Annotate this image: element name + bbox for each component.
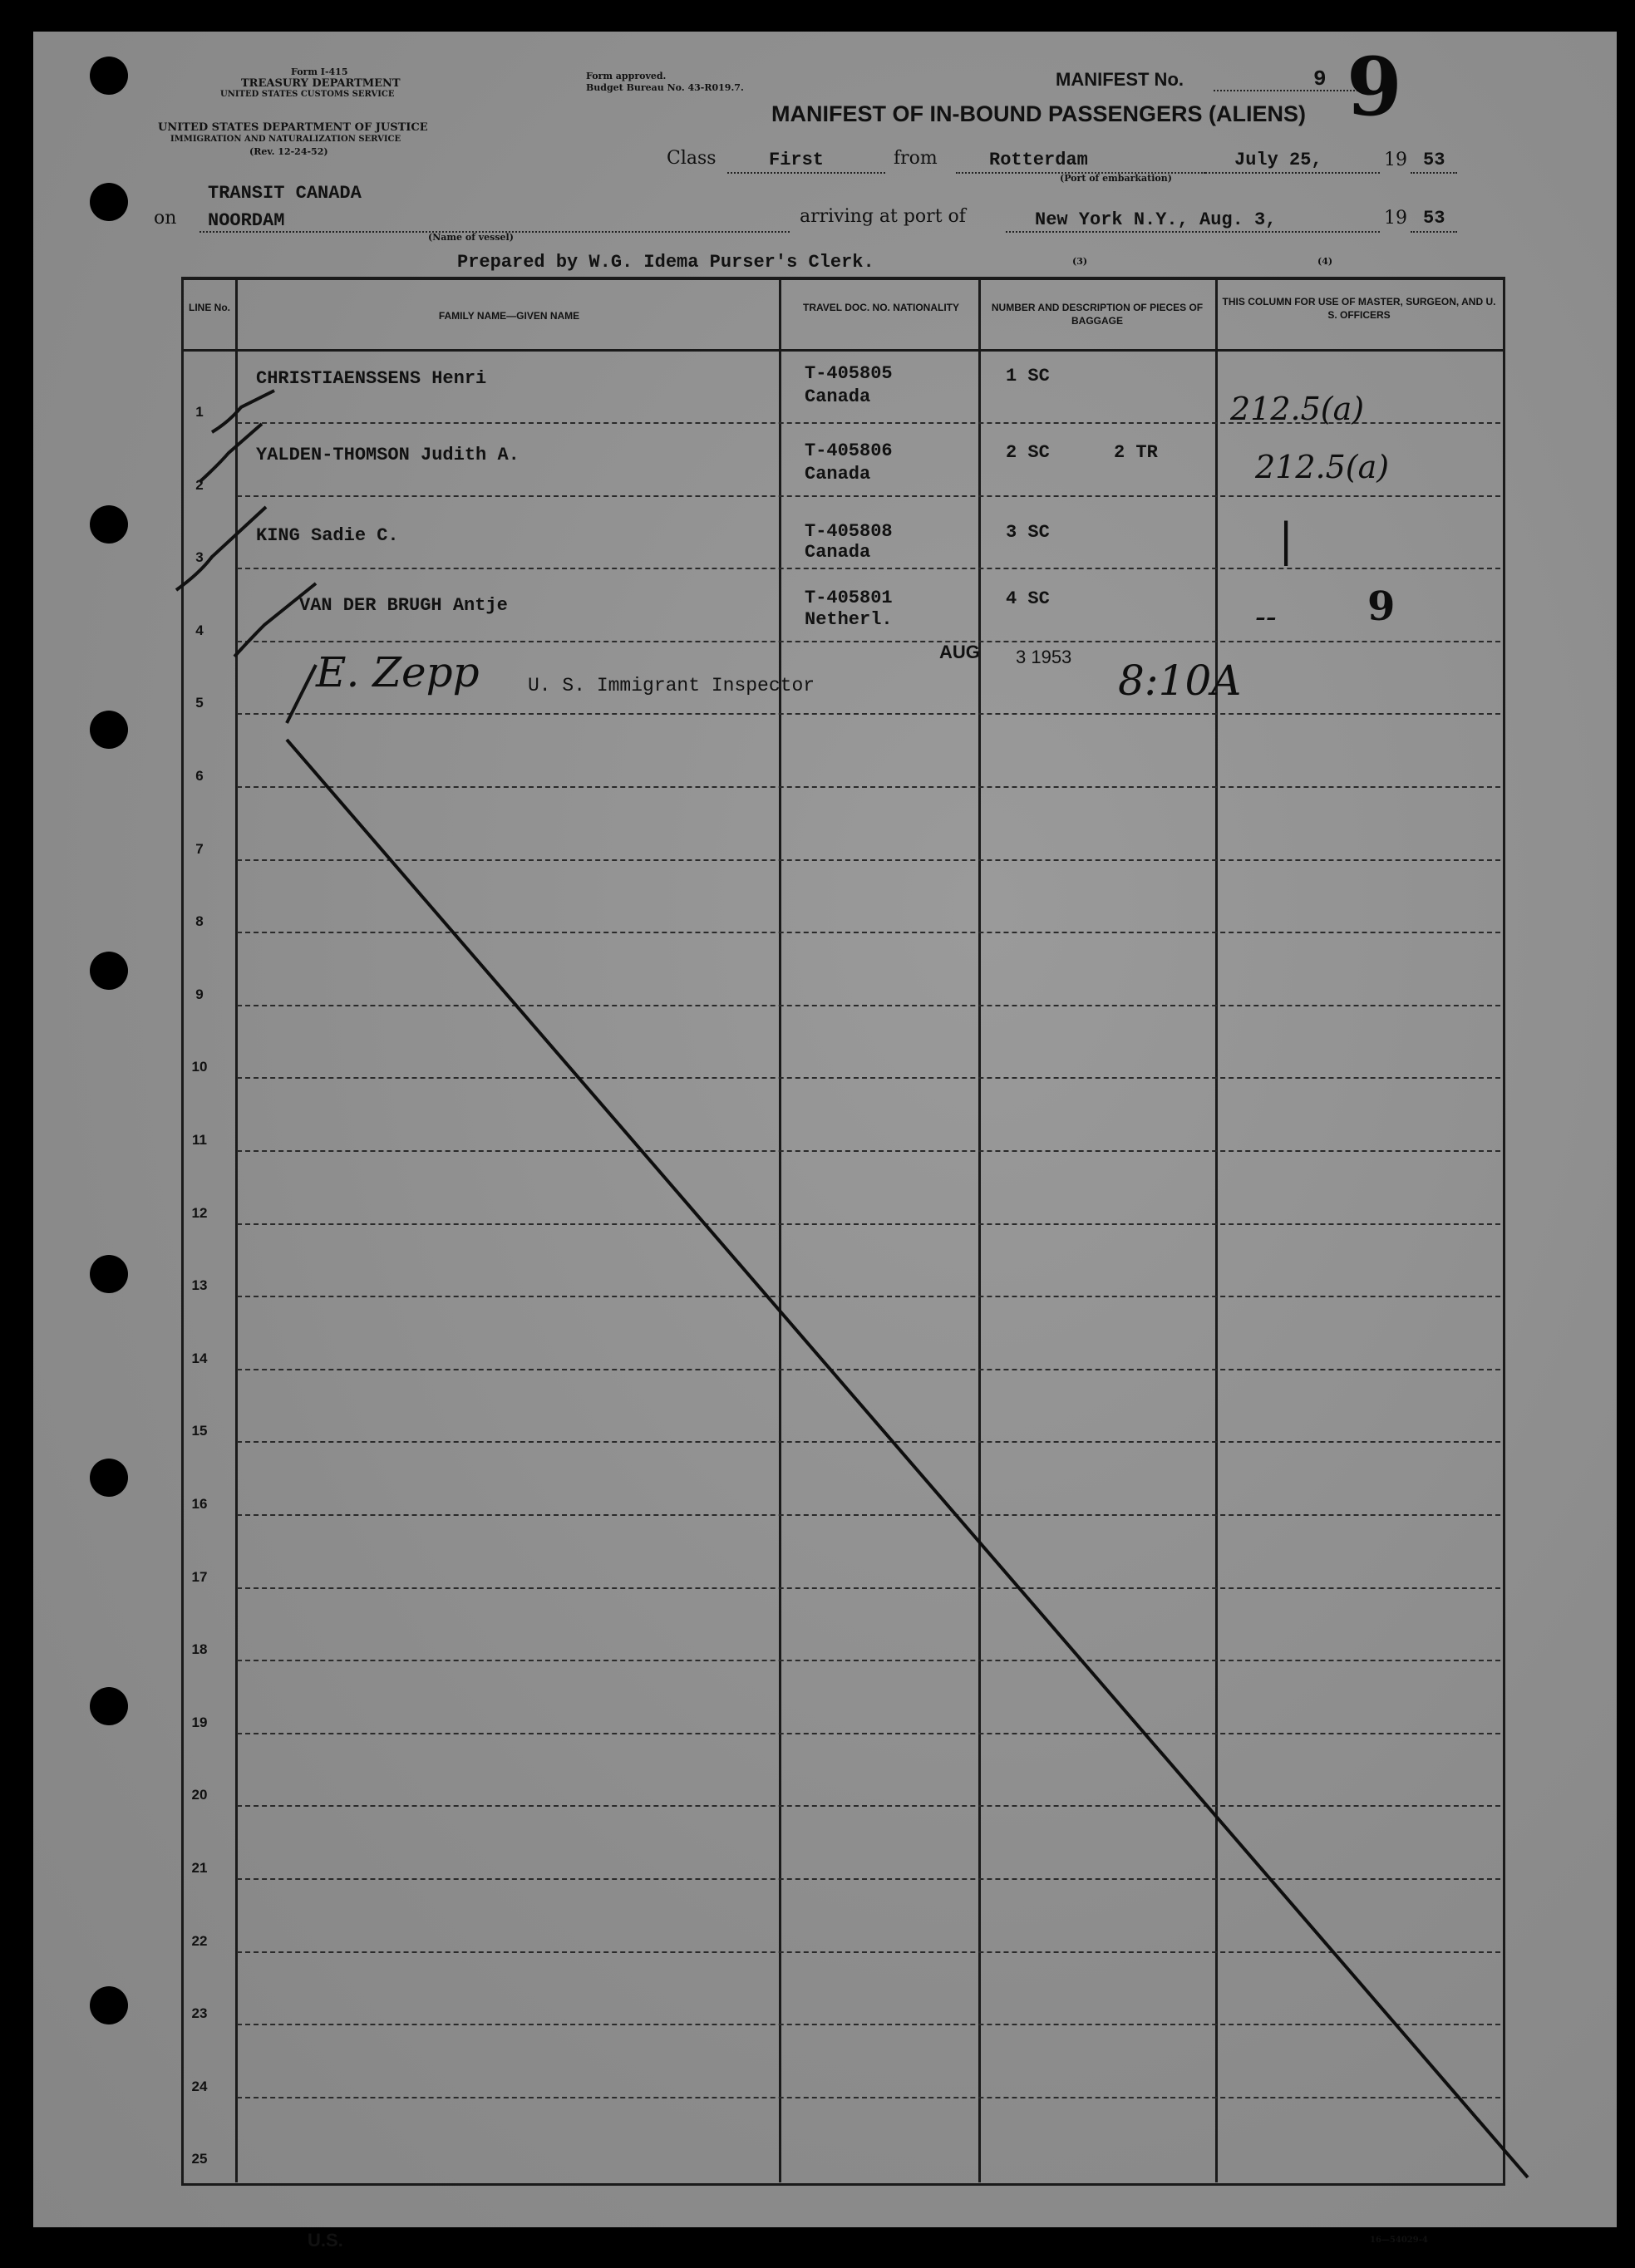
on-label: on [154, 208, 177, 229]
column-divider [779, 277, 781, 2182]
arrival-year: 53 [1423, 208, 1445, 229]
line-number: 24 [191, 2079, 208, 2094]
immigration-service: IMMIGRATION AND NATURALIZATION SERVICE [170, 135, 401, 144]
footer-stamp: U.S. [308, 2230, 343, 2251]
col-header-name: FAMILY NAME—GIVEN NAME [438, 310, 580, 322]
col-header-travel-doc: TRAVEL DOC. NO. NATIONALITY [803, 302, 959, 313]
manifest-table [181, 277, 1505, 2186]
line-number: 19 [191, 1715, 208, 1730]
row-rule [237, 786, 1500, 788]
row-rule [237, 1733, 1500, 1734]
punch-hole [90, 505, 128, 544]
form-number: Form I-415 [291, 66, 348, 77]
baggage: 1 SC [1006, 366, 1050, 386]
punch-hole [90, 183, 128, 221]
row-rule [237, 568, 1500, 569]
column-divider [1215, 277, 1218, 2182]
manifest-no-value: 9 [1313, 66, 1327, 91]
punch-hole [90, 952, 128, 990]
line-number: 14 [191, 1350, 208, 1366]
officer-note: -- [1255, 598, 1277, 635]
officer-note: | [1278, 514, 1294, 566]
class-label: Class [667, 148, 717, 169]
form-approved: Form approved. [586, 71, 667, 81]
line-number: 13 [191, 1277, 208, 1293]
arrival-year-prefix: 19 [1384, 208, 1407, 229]
budget-bureau: Budget Bureau No. 43-R019.7. [586, 82, 744, 93]
column-divider [978, 277, 981, 2182]
manifest-title: MANIFEST OF IN-BOUND PASSENGERS (ALIENS) [771, 101, 1307, 126]
revision-date: (Rev. 12-24-52) [249, 146, 328, 157]
row-rule [237, 932, 1500, 933]
embarkation-year: 53 [1423, 150, 1445, 170]
punch-hole [90, 1687, 128, 1725]
arrival-time: 8:10A [1118, 657, 1242, 705]
baggage: 3 SC [1006, 522, 1050, 543]
travel-doc-no: T-405805 [805, 363, 893, 384]
line-number: 1 [195, 404, 204, 420]
year-prefix: 19 [1384, 150, 1407, 170]
row-rule [237, 1514, 1500, 1516]
customs-service: UNITED STATES CUSTOMS SERVICE [220, 90, 395, 99]
baggage: 4 SC [1006, 588, 1050, 609]
line-number: 5 [195, 695, 204, 711]
row-rule [237, 1150, 1500, 1152]
row-rule [237, 1369, 1500, 1370]
row-rule [237, 641, 1500, 642]
vessel-caption: (Name of vessel) [428, 232, 514, 243]
punch-hole [90, 1255, 128, 1293]
line-number: 7 [195, 841, 204, 857]
nationality: Netherl. [805, 609, 893, 630]
manifest-no-label: MANIFEST No. [1056, 69, 1184, 90]
passenger-name: KING Sadie C. [256, 525, 399, 546]
line-number: 3 [195, 549, 204, 565]
row-rule [237, 1660, 1500, 1661]
col-header-officers: THIS COLUMN FOR USE OF MASTER, SURGEON, AND U. S. OFFICERS [1222, 296, 1496, 321]
line-number: 11 [192, 1132, 207, 1148]
embarkation-port: Rotterdam [989, 150, 1088, 170]
header-divider [181, 349, 1503, 352]
line-number: 22 [191, 1933, 208, 1949]
passenger-name: YALDEN-THOMSON Judith A. [256, 445, 520, 465]
row-rule [237, 1805, 1500, 1807]
line-number: 8 [195, 913, 204, 929]
prepared-by: Prepared by W.G. Idema Purser's Clerk. [457, 252, 874, 273]
row-rule [237, 1441, 1500, 1443]
row-rule [237, 1005, 1500, 1006]
line-number: 18 [191, 1641, 208, 1657]
from-label: from [894, 148, 938, 169]
travel-doc-no: T-405801 [805, 588, 893, 608]
row-rule [237, 2024, 1500, 2025]
column-number-3: (3) [1072, 256, 1088, 267]
inspector-signature: E. Zepp [316, 648, 480, 696]
passenger-name: VAN DER BRUGH Antje [299, 595, 508, 616]
port-embarkation-caption: (Port of embarkation) [1060, 173, 1172, 184]
line-number: 6 [195, 768, 204, 784]
officer-mark: 9 [1367, 583, 1396, 630]
row-rule [237, 1223, 1500, 1225]
manifest-stamp-number: 9 [1347, 40, 1402, 134]
row-rule [237, 1296, 1500, 1297]
row-rule [237, 1878, 1500, 1880]
nationality: Canada [805, 386, 871, 407]
stamp-date: 3 1953 [1016, 647, 1072, 667]
column-divider [235, 277, 238, 2182]
row-rule [237, 859, 1500, 861]
nationality: Canada [805, 542, 871, 563]
column-number-4: (4) [1317, 256, 1333, 267]
col-header-baggage: NUMBER AND DESCRIPTION OF PIECES OF BAGGAGE [991, 302, 1204, 327]
passenger-name: CHRISTIAENSSENS Henri [256, 368, 487, 389]
transit-note: TRANSIT CANADA [208, 183, 362, 204]
line-number: 20 [191, 1787, 208, 1803]
row-rule [237, 495, 1500, 497]
baggage: 2 SC [1006, 442, 1050, 463]
officer-note: 212.5(a) [1230, 391, 1365, 427]
class-value: First [769, 150, 825, 170]
line-number: 17 [191, 1569, 208, 1585]
row-rule [237, 713, 1500, 715]
line-number: 10 [191, 1059, 208, 1075]
stamp-month: AUG [939, 642, 980, 662]
print-code: 16—54029-4 [1370, 2236, 1428, 2245]
baggage-extra: 2 TR [1114, 442, 1158, 463]
line-number: 4 [195, 622, 204, 638]
arriving-label: arriving at port of [800, 206, 966, 227]
line-number: 12 [191, 1205, 208, 1221]
punch-hole [90, 711, 128, 749]
col-header-line-no: LINE No. [189, 302, 230, 313]
line-number: 2 [195, 477, 204, 493]
punch-hole [90, 57, 128, 95]
treasury-dept: TREASURY DEPARTMENT [241, 77, 401, 90]
justice-dept: UNITED STATES DEPARTMENT OF JUSTICE [158, 121, 428, 134]
line-number: 9 [195, 986, 204, 1002]
travel-doc-no: T-405808 [805, 521, 893, 542]
line-number: 23 [191, 2005, 208, 2021]
inspector-label: U. S. Immigrant Inspector [528, 675, 815, 696]
line-number: 16 [191, 1496, 208, 1512]
row-rule [237, 1587, 1500, 1589]
row-rule [237, 1951, 1500, 1953]
row-rule [237, 1077, 1500, 1079]
row-rule [237, 2097, 1500, 2098]
line-number: 21 [191, 1860, 208, 1876]
embarkation-date: July 25, [1234, 150, 1322, 170]
punch-hole [90, 1986, 128, 2024]
vessel-name: NOORDAM [208, 210, 285, 231]
arrival-port: New York N.Y., Aug. 3, [1035, 209, 1277, 230]
officer-note: 212.5(a) [1255, 449, 1390, 485]
travel-doc-no: T-405806 [805, 440, 893, 461]
nationality: Canada [805, 464, 871, 485]
line-number: 25 [191, 2151, 208, 2167]
line-number: 15 [191, 1423, 208, 1439]
punch-hole [90, 1459, 128, 1497]
